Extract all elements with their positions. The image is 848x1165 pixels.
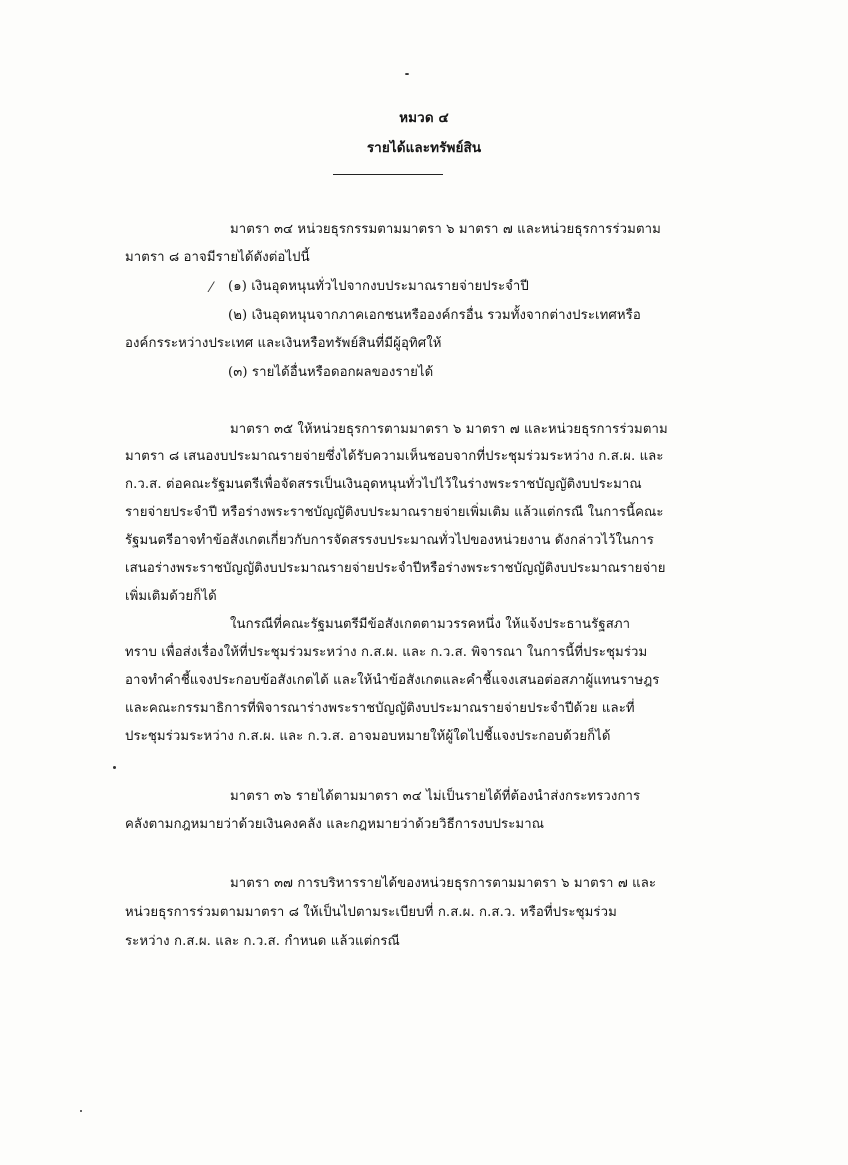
section-34-line-2: มาตรา ๘ อาจมีรายได้ดังต่อไปนี้ — [125, 250, 310, 265]
scan-speck — [113, 766, 116, 769]
section-35-line-6: เสนอร่างพระราชบัญญัติงบประมาณรายจ่ายประจำปีหรือร่างพระราชบัญญัติงบประมาณรายจ่าย — [125, 561, 666, 576]
section-34-line-1: มาตรา ๓๔ หน่วยธุรกรรมตามมาตรา ๖ มาตรา ๗ และหน่วยธุรการร่วมตาม — [230, 222, 661, 237]
title-underline — [333, 174, 443, 175]
section-35-line-5: รัฐมนตรีอาจทำข้อสังเกตเกี่ยวกับการจัดสรรงบประมาณทั่วไปของหน่วยงาน ดังกล่าวไว้ในการ — [125, 533, 654, 548]
section-37-line-2: หน่วยธุรการร่วมตามมาตรา ๘ ให้เป็นไปตามระเบียบที่ ก.ส.ผ. ก.ส.ว. หรือที่ประชุมร่วม — [125, 905, 617, 920]
section-35-para-2-line-5: ประชุมร่วมระหว่าง ก.ส.ผ. และ ก.ว.ส. อาจมอบหมายให้ผู้ใดไปชี้แจงประกอบด้วยก็ได้ — [125, 729, 611, 744]
section-35-para-2-line-1: ในกรณีที่คณะรัฐมนตรีมีข้อสังเกตตามวรรคหนึ่ง ให้แจ้งประธานรัฐสภา — [230, 617, 631, 632]
section-35-line-2: มาตรา ๘ เสนองบประมาณรายจ่ายซึ่งได้รับความเห็นชอบจากที่ประชุมร่วมระหว่าง ก.ส.ผ. และ — [125, 449, 664, 464]
section-36-line-1: มาตรา ๓๖ รายได้ตามมาตรา ๓๔ ไม่เป็นรายได้ที่ต้องนำส่งกระทรวงการ — [230, 789, 641, 804]
section-34-item-2-line-2: องค์กรระหว่างประเทศ และเงินหรือทรัพย์สินที่มีผู้อุทิศให้ — [125, 336, 442, 351]
scan-speck — [405, 73, 409, 75]
chapter-title: รายได้และทรัพย์สิน — [366, 140, 482, 156]
section-34-item-2-line-1: (๒) เงินอุดหนุนจากภาคเอกชนหรือองค์กรอื่น รวมทั้งจากต่างประเทศหรือ — [228, 308, 641, 323]
section-35-line-4: รายจ่ายประจำปี หรือร่างพระราชบัญญัติงบประมาณรายจ่ายเพิ่มเติม แล้วแต่กรณี ในการนี้คณะ — [125, 505, 664, 520]
section-35-para-2-line-4: และคณะกรรมาธิการที่พิจารณาร่างพระราชบัญญัติงบประมาณรายจ่ายประจำปีด้วย และที่ — [125, 701, 635, 716]
section-34-item-1: (๑) เงินอุดหนุนทั่วไปจากงบประมาณรายจ่ายประจำปี — [228, 279, 529, 294]
section-37-line-1: มาตรา ๓๗ การบริหารรายได้ของหน่วยธุรการตามมาตรา ๖ มาตรา ๗ และ — [230, 876, 657, 891]
section-35-para-2-line-2: ทราบ เพื่อส่งเรื่องให้ที่ประชุมร่วมระหว่าง ก.ส.ผ. และ ก.ว.ส. พิจารณา ในการนี้ที่ประชุมร่วม — [125, 645, 648, 660]
section-35-line-3: ก.ว.ส. ต่อคณะรัฐมนตรีเพื่อจัดสรรเป็นเงินอุดหนุนทั่วไปไว้ในร่างพระราชบัญญัติงบประมาณ — [125, 477, 642, 492]
section-35-para-2-line-3: อาจทำคำชี้แจงประกอบข้อสังเกตได้ และให้นำข้อสังเกตและคำชี้แจงเสนอต่อสภาผู้แทนราษฎร — [125, 673, 660, 688]
scan-speck — [80, 1110, 82, 1112]
chapter-heading: หมวด ๔ — [399, 110, 449, 126]
section-35-line-1: มาตรา ๓๕ ให้หน่วยธุรการตามมาตรา ๖ มาตรา ๗ และหน่วยธุรการร่วมตาม — [230, 422, 668, 437]
section-34-item-3: (๓) รายได้อื่นหรือดอกผลของรายได้ — [228, 365, 434, 380]
section-35-line-7: เพิ่มเติมด้วยก็ได้ — [125, 589, 217, 604]
section-37-line-3: ระหว่าง ก.ส.ผ. และ ก.ว.ส. กำหนด แล้วแต่กรณี — [125, 934, 400, 949]
pen-mark-icon: ⁄ — [210, 280, 213, 296]
section-36-line-2: คลังตามกฎหมายว่าด้วยเงินคงคลัง และกฎหมายว่าด้วยวิธีการงบประมาณ — [125, 817, 545, 832]
